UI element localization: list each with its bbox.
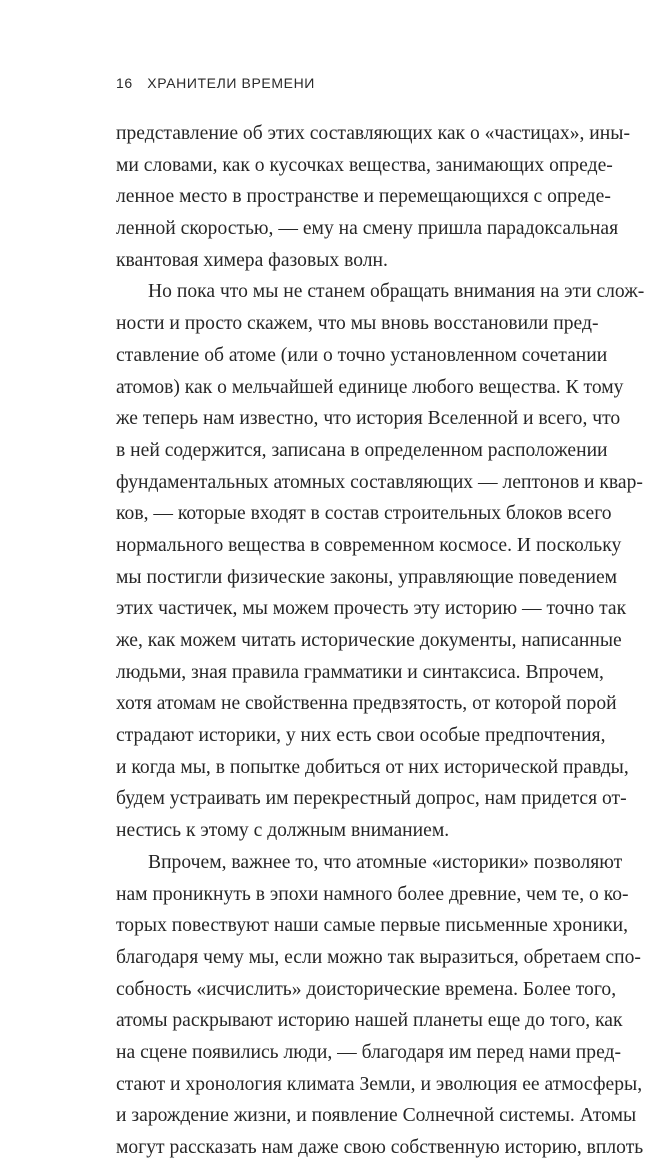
text-line: хотя атомам не свойственна предвзятость, от которой порой — [116, 693, 617, 715]
body-text — [116, 118, 645, 1164]
text-line: страдают историки, у них есть свои особые предпочтения, — [116, 725, 606, 747]
text-line: ности и просто скажем, что мы вновь восстановили пред- — [116, 313, 599, 335]
text-line: этих частичек, мы можем прочесть эту историю — точно так — [116, 598, 627, 620]
running-head — [116, 75, 315, 91]
text-line: ставление об атоме (или о точно установленном сочетании — [116, 344, 608, 366]
text-line: нам проникнуть в эпохи намного более древние, чем те, о ко- — [116, 883, 629, 905]
text-line: и когда мы, в попытке добиться от них исторической правды, — [116, 756, 629, 778]
text-line: же теперь нам известно, что история Вселенной и всего, что — [116, 408, 621, 430]
text-line: ленное место в пространстве и перемещающихся с опреде- — [116, 186, 611, 208]
text-line: на сцене появились люди, — благодаря им перед нами пред- — [116, 1041, 622, 1063]
text-line: людьми, зная правила грамматики и синтаксиса. Впрочем, — [116, 661, 604, 683]
page-number: 16 — [116, 75, 133, 91]
text-line: квантовая химера фазовых волн. — [116, 249, 388, 271]
running-title: ХРАНИТЕЛИ ВРЕМЕНИ — [147, 75, 315, 91]
text-line: благодаря чему мы, если можно так выразиться, обретаем спо- — [116, 946, 641, 968]
text-line: в ней содержится, записана в определенном расположении — [116, 439, 608, 461]
text-line: ленной скоростью, — ему на смену пришла парадоксальная — [116, 218, 619, 240]
text-line: торых повествуют наши самые первые письменные хроники, — [116, 915, 628, 937]
text-line: будем устраивать им перекрестный допрос, нам придется от- — [116, 788, 627, 810]
text-line: ков, — которые входят в состав строительных блоков всего — [116, 503, 612, 525]
text-line: фундаментальных атомных составляющих — лептонов и квар- — [116, 471, 643, 493]
text-line: атомы раскрывают историю нашей планеты еще до того, как — [116, 1010, 623, 1032]
text-line: нестись к этому с должным вниманием. — [116, 820, 450, 842]
text-line: собность «исчислить» доисторические времена. Более того, — [116, 978, 617, 1000]
text-line: стают и хронология климата Земли, и эволюция ее атмосферы, — [116, 1073, 643, 1095]
text-line: могут рассказать нам даже свою собственную историю, вплоть — [116, 1137, 644, 1158]
paragraph-first-line: Впрочем, важнее то, что атомные «историки» позволяют — [148, 851, 623, 873]
text-line: атомов) как о мельчайшей единице любого вещества. К тому — [116, 376, 624, 398]
paragraph-first-line: Но пока что мы не станем обращать внимания на эти слож- — [148, 281, 645, 303]
text-line: и зарождение жизни, и появление Солнечной системы. Атомы — [116, 1105, 637, 1127]
text-line: же, как можем читать исторические документы, написанные — [116, 630, 622, 651]
text-line: нормального вещества в современном космосе. И поскольку — [116, 534, 622, 556]
text-line: ми словами, как о кусочках вещества, занимающих опреде- — [116, 154, 613, 176]
text-line: мы постигли физические законы, управляющие поведением — [116, 566, 618, 588]
text-line: представление об этих составляющих как о «частицах», ины- — [116, 123, 630, 144]
